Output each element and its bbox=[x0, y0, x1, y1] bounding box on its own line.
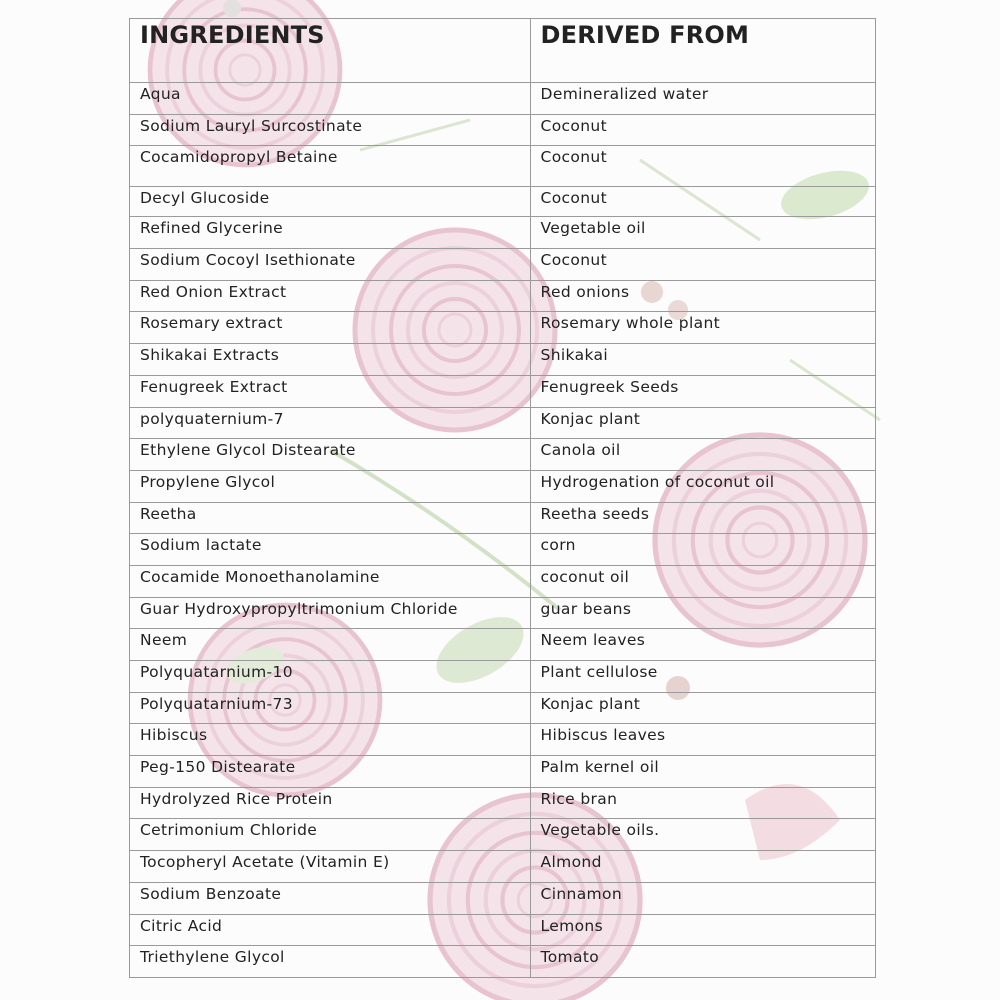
table-header-row bbox=[130, 19, 876, 83]
ingredient-cell: Peg-150 Distearate bbox=[130, 756, 531, 788]
table-row bbox=[130, 914, 876, 946]
source-cell: Lemons bbox=[530, 914, 875, 946]
ingredient-cell: Propylene Glycol bbox=[130, 470, 531, 502]
table-row bbox=[130, 692, 876, 724]
source-cell: Almond bbox=[530, 851, 875, 883]
ingredients-header: INGREDIENTS bbox=[130, 19, 531, 83]
source-cell: Coconut bbox=[530, 114, 875, 146]
source-cell: Coconut bbox=[530, 187, 875, 217]
ingredient-cell: Aqua bbox=[130, 83, 531, 115]
source-cell: Konjac plant bbox=[530, 692, 875, 724]
table-row bbox=[130, 851, 876, 883]
table-row bbox=[130, 946, 876, 978]
source-cell: Palm kernel oil bbox=[530, 756, 875, 788]
ingredient-cell: Fenugreek Extract bbox=[130, 375, 531, 407]
ingredient-cell: Citric Acid bbox=[130, 914, 531, 946]
table-row bbox=[130, 724, 876, 756]
ingredient-cell: Tocopheryl Acetate (Vitamin E) bbox=[130, 851, 531, 883]
table-row bbox=[130, 439, 876, 471]
ingredient-cell: Rosemary extract bbox=[130, 312, 531, 344]
source-cell: Cinnamon bbox=[530, 882, 875, 914]
source-cell: Hydrogenation of coconut oil bbox=[530, 470, 875, 502]
source-cell: Vegetable oil bbox=[530, 217, 875, 249]
ingredient-cell: Cetrimonium Chloride bbox=[130, 819, 531, 851]
source-cell: Tomato bbox=[530, 946, 875, 978]
ingredient-cell: Polyquatarnium-10 bbox=[130, 661, 531, 693]
ingredient-cell: Hibiscus bbox=[130, 724, 531, 756]
table-row bbox=[130, 661, 876, 693]
table-row bbox=[130, 882, 876, 914]
source-cell: Plant cellulose bbox=[530, 661, 875, 693]
ingredient-cell: polyquaternium-7 bbox=[130, 407, 531, 439]
table-row bbox=[130, 312, 876, 344]
table-row bbox=[130, 565, 876, 597]
ingredient-cell: Cocamide Monoethanolamine bbox=[130, 565, 531, 597]
ingredient-cell: Triethylene Glycol bbox=[130, 946, 531, 978]
table-row bbox=[130, 249, 876, 281]
table-row bbox=[130, 407, 876, 439]
ingredient-cell: Hydrolyzed Rice Protein bbox=[130, 787, 531, 819]
source-cell: Rosemary whole plant bbox=[530, 312, 875, 344]
ingredient-cell: Sodium Cocoyl Isethionate bbox=[130, 249, 531, 281]
source-cell: Hibiscus leaves bbox=[530, 724, 875, 756]
source-cell: Reetha seeds bbox=[530, 502, 875, 534]
table-row bbox=[130, 597, 876, 629]
source-cell: corn bbox=[530, 534, 875, 566]
table-row bbox=[130, 534, 876, 566]
ingredient-cell: Shikakai Extracts bbox=[130, 344, 531, 376]
source-cell: Coconut bbox=[530, 249, 875, 281]
ingredient-cell: Cocamidopropyl Betaine bbox=[130, 146, 531, 187]
source-cell: Canola oil bbox=[530, 439, 875, 471]
source-cell: Coconut bbox=[530, 146, 875, 187]
table-row bbox=[130, 470, 876, 502]
ingredient-cell: Sodium lactate bbox=[130, 534, 531, 566]
ingredient-cell: Polyquatarnium-73 bbox=[130, 692, 531, 724]
source-cell: Shikakai bbox=[530, 344, 875, 376]
table-row bbox=[130, 375, 876, 407]
table-row bbox=[130, 502, 876, 534]
table-row bbox=[130, 819, 876, 851]
derived-from-header: DERIVED FROM bbox=[530, 19, 875, 83]
table-row bbox=[130, 146, 876, 187]
source-cell: Vegetable oils. bbox=[530, 819, 875, 851]
table-row bbox=[130, 83, 876, 115]
source-cell: Red onions bbox=[530, 280, 875, 312]
table-row bbox=[130, 344, 876, 376]
table-row bbox=[130, 217, 876, 249]
source-cell: Rice bran bbox=[530, 787, 875, 819]
ingredient-cell: Ethylene Glycol Distearate bbox=[130, 439, 531, 471]
table-row bbox=[130, 187, 876, 217]
table-row bbox=[130, 629, 876, 661]
source-cell: Neem leaves bbox=[530, 629, 875, 661]
table-row bbox=[130, 280, 876, 312]
ingredient-cell: Refined Glycerine bbox=[130, 217, 531, 249]
table-row bbox=[130, 114, 876, 146]
ingredient-cell: Neem bbox=[130, 629, 531, 661]
source-cell: Demineralized water bbox=[530, 83, 875, 115]
source-cell: coconut oil bbox=[530, 565, 875, 597]
ingredient-cell: Red Onion Extract bbox=[130, 280, 531, 312]
ingredient-cell: Reetha bbox=[130, 502, 531, 534]
source-cell: Fenugreek Seeds bbox=[530, 375, 875, 407]
ingredient-cell: Sodium Lauryl Surcostinate bbox=[130, 114, 531, 146]
source-cell: guar beans bbox=[530, 597, 875, 629]
table-row bbox=[130, 756, 876, 788]
ingredient-cell: Guar Hydroxypropyltrimonium Chloride bbox=[130, 597, 531, 629]
ingredients-table bbox=[129, 18, 876, 978]
ingredient-cell: Decyl Glucoside bbox=[130, 187, 531, 217]
source-cell: Konjac plant bbox=[530, 407, 875, 439]
table-row bbox=[130, 787, 876, 819]
ingredient-cell: Sodium Benzoate bbox=[130, 882, 531, 914]
